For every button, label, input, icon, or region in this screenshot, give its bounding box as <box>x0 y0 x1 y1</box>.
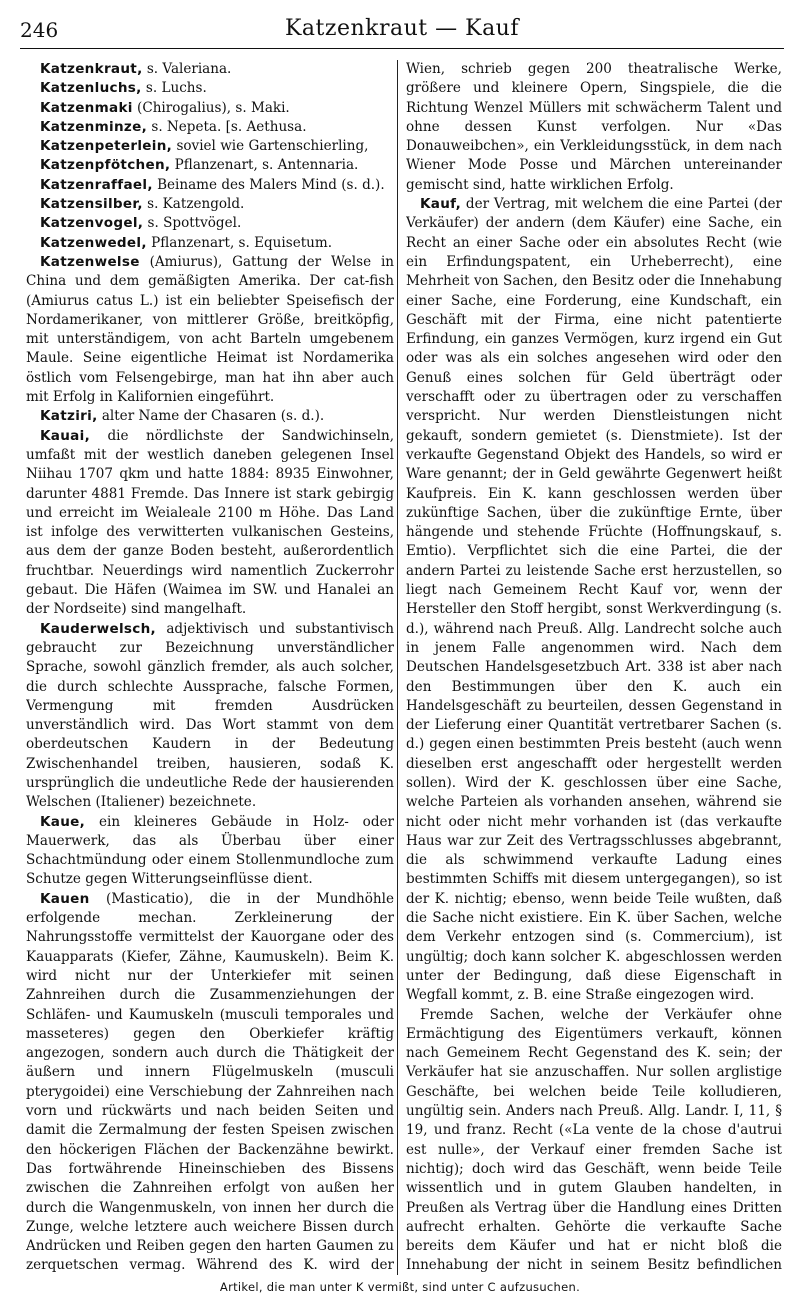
entry-headword: Katzenwedel, <box>40 234 147 251</box>
entry-text: s. Luchs. <box>141 80 207 97</box>
entry-headword: Katzenmaki <box>40 99 133 116</box>
column-divider <box>397 60 398 1275</box>
page-footer-note: Artikel, die man unter K vermißt, sind unter C aufzusuchen. <box>219 1280 581 1294</box>
dictionary-entry <box>26 813 394 890</box>
entry-headword: Katzenminze, <box>40 118 148 135</box>
running-head: Katzenkraut — Kauf <box>285 16 519 41</box>
entry-text: (Chirogalius), s. Maki. <box>132 99 290 116</box>
continued-paragraph: Wien, schrieb gegen 200 theatralische Werke, größere und kleinere Opern, Singspiele, die die Richtung Wenzel Müllers mit schwächerm Talent und ohne dessen Kunst verfolgen. Nur «Das Donauweibchen», ein Verkleidungsstück, in dem nach Wiener Mode Posse und Märchen untereinander gemischt sind, hatte wirklichen Erfolg. <box>406 61 782 193</box>
entry-text: der Vertrag, mit welchem die eine Partei (der Verkäufer) der andern (dem Käufer) eine Sache, ein Recht an einer Sache oder ein absolutes Recht (wie ein Erfindungspatent, ein Urheberrecht), eine Mehrheit von Sachen, den Besitz oder die Innehabung einer Sache, eine Forderung, eine Kundschaft, ein Geschäft mit der Firma, eine nicht patentierte Erfindung, ein ganzes Vermögen, kurz irgend ein Gut oder was als ein solches angesehen wird oder den Genuß eines solchen für Geld überträgt oder verschafft oder zu übertragen oder zu verschaffen verspricht. Nur werden Dienstleistungen nicht gekauft, sondern gemietet (s. Dienstmiete). Ist der verkaufte Gegenstand Objekt des Handels, so wird er Ware genannt; der in Geld gewährte Gegenwert heißt Kaufpreis. Ein K. kann geschlossen werden über zukünftige Sachen, über die zukünftige Ernte, über hängende und stehende Früchte (Hoffnungskauf, s. Emtio). Verpflichtet sich die eine Partei, die der andern Partei zu leistende Sache erst herzustellen, so liegt nach Gemeinem Recht Kauf vor, wenn der Hersteller den Stoff hergibt, sonst Werkverdingung (s. d.), während nach Preuß. Allg. Landrecht solche auch in jenem Falle angenommen wird. Nach dem Deutschen Handelsgesetzbuch Art. 338 ist aber nach den Bestimmungen über den K. auch ein Handelsgeschäft zu beurteilen, dessen Gegenstand in der Lieferung einer Quantität vertretbarer Sachen (s. d.) gegen einen bestimmten Preis besteht (auch wenn dieselben erst angeschafft oder hergestellt werden sollen). Wird der K. geschlossen über eine Sache, welche Parteien als vorhanden ansehen, während sie nicht oder nicht mehr vorhanden ist (das verkaufte Haus war zur Zeit des Vertragsschlusses abgebrannt, die als schwimmend verkaufte Ladung eines bestimmten Schiffs mit diesem untergegangen), so ist der K. nichtig; ebenso, wenn beide Teile wußten, daß die Sache nicht existiere. Ein K. über Sachen, welche dem Verkehr entzogen sind (s. Commercium), ist ungültig; doch kann solcher K. abgeschlossen werden unter der Bedingung, daß diese Eigenschaft in Wegfall kommt, z. B. eine Straße eingezogen wird. <box>406 196 782 1004</box>
entry-headword: Kauderwelsch, <box>40 620 156 637</box>
entry-text: s. Valeriana. <box>142 61 232 77</box>
entry-text: s. Nepeta. [s. Aethusa. <box>147 118 307 135</box>
entry-headword: Katzenkraut, <box>40 61 143 77</box>
entry-text: ein kleineres Gebäude in Holz- oder Mauerwerk, das als Überbau über einer Schachtmündung oder einem Stollenmundloche zum Schutze gegen Witterungseinflüsse dient. <box>26 813 394 888</box>
entry-headword: Kauen <box>40 890 90 907</box>
entry-text: Pflanzenart, s. Antennaria. <box>170 157 359 174</box>
entry-text: Beiname des Malers Mind (s. d.). <box>152 176 385 193</box>
dictionary-entry <box>26 137 394 156</box>
dictionary-entry <box>26 195 394 214</box>
left-column <box>26 60 394 1275</box>
entry-text: s. Katzengold. <box>142 196 245 213</box>
entry-text: (Amiurus), Gattung der Welse in China und dem gemäßigten Amerika. Der cat-fish (Amiurus catus L.) ist ein beliebter Speisefisch der Nordamerikaner, von mittlerer Größe, breitköpfig, mit unterständigem, von acht Barteln umgebenem Maule. Seine eigentliche Heimat ist Nordamerika östlich vom Felsengebirge, man hat ihn aber auch mit Erfolg in Kalifornien eingeführt. <box>26 253 394 406</box>
entry-headword: Katzenluchs, <box>40 80 142 97</box>
dictionary-entry <box>26 176 394 195</box>
dictionary-entry <box>26 234 394 253</box>
entry-text: (Masticatio), die in der Mundhöhle erfolgende mechan. Zerkleinerung der Nahrungsstoffe vermittelst der Kauorgane oder des Kauapparats (Kiefer, Zähne, Kaumuskeln). Beim K. wird nicht nur der Unterkiefer mit seinen Zahnreihen durch die Zusammenziehungen der Schläfen- und Kaumuskeln (musculi temporales und masseteres) gegen den Oberkiefer kräftig angezogen, sondern auch durch die Thätigkeit der äußern und innern Flügelmuskeln (musculi pterygoidei) eine Verschiebung der Zahnreihen nach vorn und rückwärts und nach beiden Seiten und damit die Zermalmung der festen Speisen zwischen den höckerigen Flächen der Backenzähne bewirkt. Das fortwährende Hineinschieben des Bissens zwischen die Zahnreihen erfolgt von außen her durch die Wangenmuskeln, von innen her durch die Zunge, welche letztere auch weichere Bissen durch Andrücken und Reiben gegen den harten Gaumen zu zerquetschen vermag. Während des K. wird der <box>26 890 394 1274</box>
dictionary-entry <box>26 156 394 175</box>
dictionary-entry <box>26 890 394 1275</box>
page-header <box>20 12 784 46</box>
dictionary-entry <box>26 99 394 118</box>
entry-text: soviel wie Gartenschierling, <box>172 138 369 155</box>
entry-headword: Kaue, <box>40 813 86 830</box>
right-column <box>406 60 782 1275</box>
dictionary-entry <box>26 60 394 79</box>
entry-headword: Katzenvogel, <box>40 215 144 232</box>
entry-headword: Katziri, <box>40 408 98 425</box>
paragraph: Fremde Sachen, welche der Verkäufer ohne Ermächtigung des Eigentümers verkauft, können nach Gemeinem Recht Gegenstand des K. sein; der Verkäufer hat sie anzuschaffen. Nur sollen arglistige Geschäfte, bei welchen beide Teile kolludieren, ungültig sein. Anders nach Preuß. Allg. Landr. I, 11, § 19, und franz. Recht («La vente de la chose d'autrui est nulle», der Verkauf einer fremden Sache ist nichtig); doch wird das Geschäft, wenn beide Teile wissentlich und in gutem Glauben handelten, in Preußen als Vertrag über die Handlung eines Dritten aufrecht erhalten. Gehörte die verkaufte Sache bereits dem Käufer und hat er nicht bloß die Innehabung der nicht in seinem Besitz befindlichen <box>406 1006 782 1274</box>
dictionary-entry <box>406 195 782 1005</box>
header-rule <box>20 48 784 49</box>
entry-headword: Kauf, <box>420 196 462 213</box>
dictionary-entry <box>26 253 394 407</box>
dictionary-entry <box>26 407 394 426</box>
dictionary-entry <box>26 79 394 98</box>
dictionary-entry <box>26 214 394 233</box>
entry-text: alter Name der Chasaren (s. d.). <box>97 408 325 425</box>
entry-text: die nördlichste der Sandwichinseln, umfaßt mit der westlich daneben gelegenen Insel Niihau 1707 qkm und hatte 1884: 8935 Einwohner, darunter 4881 Fremde. Das Innere ist stark gebirgig und erreicht im Weialeale 2100 m Höhe. Das Land ist infolge des verwitterten vulkanischen Gesteins, aus dem der ganze Boden besteht, außerordentlich fruchtbar. Neuerdings wird namentlich Zuckerrohr gebaut. Die Häfen (Waimea im SW. und Hanalei an der Nordseite) sind mangelhaft. <box>26 427 394 618</box>
entry-headword: Katzenpeterlein, <box>40 138 173 155</box>
dictionary-entry <box>26 118 394 137</box>
entry-text: Pflanzenart, s. Equisetum. <box>146 234 333 251</box>
entry-headword: Kauai, <box>40 427 91 444</box>
entry-headword: Katzensilber, <box>40 196 143 213</box>
entry-headword: Katzenwelse <box>40 253 140 270</box>
dictionary-entry <box>26 427 394 620</box>
dictionary-entry <box>26 620 394 813</box>
entry-text: s. Spottvögel. <box>143 215 242 232</box>
entry-text: adjektivisch und substantivisch gebraucht zur Bezeichnung unverständlicher Sprache, sowohl gänzlich fremder, als auch solcher, die durch schlechte Aussprache, falsche Formen, Vermengung mit fremden Ausdrücken unverständlich wird. Das Wort stammt von dem oberdeutschen Kaudern in der Bedeutung Zwischenhandel treiben, hausieren, sodaß K. ursprünglich die undeutliche Rede der hausierenden Welschen (Italiener) bezeichnete. <box>26 620 394 811</box>
page-number: 246 <box>20 18 59 42</box>
entry-headword: Katzenraffael, <box>40 176 153 193</box>
entry-headword: Katzenpfötchen, <box>40 157 171 174</box>
